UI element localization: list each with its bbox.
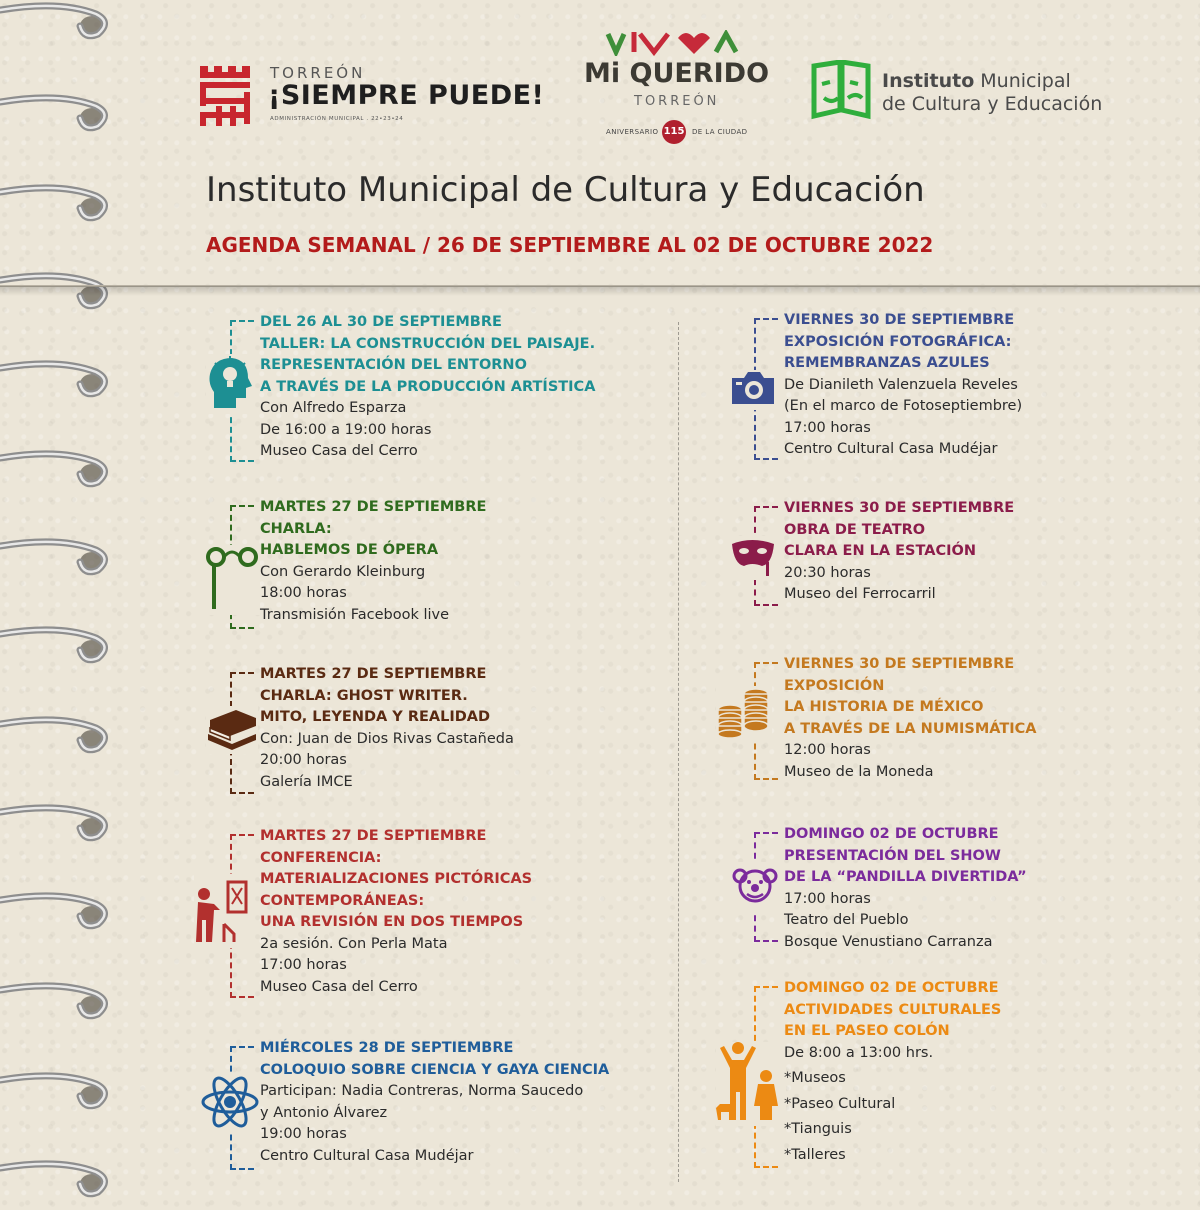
event-detail-line: Museo de la Moneda	[784, 763, 934, 780]
event-detail-line: 2a sesión. Con Perla Mata	[260, 935, 448, 952]
event-detail-line: 12:00 horas	[784, 742, 871, 758]
event-heading-line: VIERNES 30 DE SEPTIEMBRE	[784, 312, 1015, 328]
event-detail-line: Museo Casa del Cerro	[260, 443, 418, 459]
event-heading-line: CHARLA: GHOST WRITER.	[260, 687, 468, 704]
event-heading-line: OBRA DE TEATRO	[784, 521, 926, 538]
event-detail-line: *Talleres	[784, 1146, 846, 1163]
page-fold-shadow	[0, 286, 1200, 296]
event-text	[784, 824, 1027, 953]
event-text	[784, 498, 1014, 606]
camera-icon	[730, 370, 776, 410]
brand2-sub: TORREÓN	[634, 94, 720, 109]
opera-glasses-icon	[204, 545, 260, 615]
spiral-ring	[0, 706, 112, 766]
event-detail-line: Centro Cultural Casa Mudéjar	[784, 441, 998, 457]
event-detail-line: De 16:00 a 19:00 horas	[260, 421, 432, 438]
spiral-ring	[0, 794, 112, 854]
brand2-anniversary-badge: 115	[662, 120, 686, 144]
event-heading-line: EN EL PASEO COLÓN	[784, 1023, 950, 1039]
brand1-small-text: TORREÓN	[270, 64, 366, 82]
event-heading-line: A TRAVÉS DE LA NUMISMÁTICA	[784, 720, 1037, 737]
event-heading-line: DEL 26 AL 30 DE SEPTIEMBRE	[260, 314, 502, 330]
event-heading-line: ACTIVIDADES CULTURALES	[784, 1001, 1002, 1018]
spiral-ring	[0, 972, 112, 1032]
event-detail-line: Bosque Venustiano Carranza	[784, 933, 993, 950]
event-detail-line: Con Gerardo Kleinburg	[260, 563, 426, 580]
event-detail-line: (En el marco de Fotoseptiembre)	[784, 398, 1023, 414]
event-heading-line: EXPOSICIÓN	[784, 677, 885, 694]
brand2-title: Mi QUERIDO	[584, 58, 770, 89]
event-heading-line: REPRESENTACIÓN DEL ENTORNO	[260, 357, 527, 373]
coins-icon	[716, 686, 772, 742]
spiral-ring	[0, 616, 112, 676]
event-detail-line: Transmisión Facebook live	[260, 606, 450, 623]
spiral-ring	[0, 350, 112, 410]
event-heading-line: DE LA “PANDILLA DIVERTIDA”	[784, 869, 1027, 885]
spiral-ring	[0, 528, 112, 588]
event-heading-line: VIERNES 30 DE SEPTIEMBRE	[784, 656, 1015, 672]
painting-viewer-icon	[194, 874, 250, 948]
event-heading-line: MARTES 27 DE SEPTIEMBRE	[260, 666, 487, 682]
event-detail-line: De 8:00 a 13:00 hrs.	[784, 1044, 934, 1061]
page-subtitle: AGENDA SEMANAL / 26 DE SEPTIEMBRE AL 02 DE OCTUBRE 2022	[206, 233, 934, 257]
event-heading-line: EXPOSICIÓN FOTOGRÁFICA:	[784, 333, 1012, 350]
event-detail-line: 17:00 horas	[784, 890, 871, 907]
event-text	[260, 497, 486, 626]
family-icon	[716, 1042, 786, 1126]
atom-icon	[200, 1074, 260, 1134]
brand1-big-text: ¡SIEMPRE PUEDE!	[268, 80, 545, 111]
head-lightbulb-icon	[206, 354, 252, 414]
spiral-ring	[0, 440, 112, 500]
event-heading-line: UNA REVISIÓN EN DOS TIEMPOS	[260, 914, 524, 930]
spiral-ring	[0, 1062, 112, 1122]
viva-logo	[604, 30, 744, 56]
brand3-line1-rest: Municipal	[974, 70, 1071, 92]
event-detail-line: 17:00 horas	[784, 419, 871, 436]
event-heading-line: COLOQUIO SOBRE CIENCIA Y GAYA CIENCIA	[260, 1061, 610, 1078]
event-heading-line: MITO, LEYENDA Y REALIDAD	[260, 709, 491, 725]
event-heading-line: REMEMBRANZAS AZULES	[784, 355, 990, 371]
event-detail-line: Con Alfredo Esparza	[260, 400, 407, 416]
event-detail-line: *Paseo Cultural	[784, 1095, 896, 1112]
spiral-ring	[0, 0, 112, 52]
event-text	[260, 1038, 609, 1167]
clown-icon	[732, 862, 778, 912]
event-text	[260, 312, 595, 463]
viva-hearts-icon	[604, 30, 744, 56]
event-heading-line: HABLEMOS DE ÓPERA	[260, 542, 439, 558]
spiral-ring	[0, 84, 112, 144]
event-detail-line: *Tianguis	[784, 1121, 852, 1137]
event-text	[260, 664, 514, 793]
brand2-anniversary-right: DE LA CIUDAD	[692, 128, 748, 136]
event-detail-line: 18:00 horas	[260, 585, 347, 601]
event-heading-line: DOMINGO 02 DE OCTUBRE	[784, 826, 999, 842]
event-detail-line: Participan: Nadia Contreras, Norma Saucedo	[260, 1083, 584, 1099]
event-heading-line: MIÉRCOLES 28 DE SEPTIEMBRE	[260, 1040, 514, 1056]
event-heading-line: DOMINGO 02 DE OCTUBRE	[784, 980, 999, 996]
event-detail-line: 20:00 horas	[260, 752, 347, 768]
event-detail-line: Teatro del Pueblo	[784, 912, 909, 928]
event-text	[784, 654, 1037, 783]
event-detail-line: 19:00 horas	[260, 1126, 347, 1142]
event-heading-line: VIERNES 30 DE SEPTIEMBRE	[784, 500, 1015, 516]
theater-faces-icon	[810, 60, 872, 120]
column-divider	[678, 322, 679, 1182]
event-detail-line: Museo del Ferrocarril	[784, 586, 936, 602]
page-title: Instituto Municipal de Cultura y Educación	[206, 170, 925, 210]
event-text	[260, 826, 532, 998]
spiral-ring	[0, 174, 112, 234]
event-heading-line: MATERIALIZACIONES PICTÓRICAS	[260, 871, 533, 887]
event-detail-line: Galería IMCE	[260, 773, 353, 790]
imce-logo	[810, 60, 872, 124]
event-heading-line: PRESENTACIÓN DEL SHOW	[784, 847, 1001, 864]
event-heading-line: A TRAVÉS DE LA PRODUCCIÓN ARTÍSTICA	[260, 378, 596, 395]
event-detail-line: Con: Juan de Dios Rivas Castañeda	[260, 730, 514, 747]
event-detail-line: y Antonio Álvarez	[260, 1104, 388, 1121]
brand3-line1-bold: Instituto	[882, 70, 975, 92]
theater-mask-icon	[730, 536, 776, 580]
event-text	[784, 978, 1001, 1166]
spiral-ring	[0, 882, 112, 942]
event-detail-line: 20:30 horas	[784, 564, 871, 581]
event-detail-line: Centro Cultural Casa Mudéjar	[260, 1147, 474, 1164]
event-detail-line: *Museos	[784, 1070, 846, 1086]
event-heading-line: MARTES 27 DE SEPTIEMBRE	[260, 499, 487, 515]
event-heading-line: CONTEMPORÁNEAS:	[260, 892, 425, 909]
event-heading-line: CHARLA:	[260, 520, 332, 537]
brand3-line2: de Cultura y Educación	[882, 93, 1103, 115]
event-heading-line: CONFERENCIA:	[260, 849, 382, 866]
torreon-logo	[196, 66, 254, 130]
event-detail-line: De Dianileth Valenzuela Reveles	[784, 376, 1018, 393]
event-detail-line: 17:00 horas	[260, 957, 347, 973]
spiral-ring	[0, 1150, 112, 1210]
brand2-anniversary-left: ANIVERSARIO	[606, 128, 659, 136]
event-detail-line: Museo Casa del Cerro	[260, 978, 418, 995]
event-heading-line: TALLER: LA CONSTRUCCIÓN DEL PAISAJE.	[260, 335, 596, 352]
torreon-castle-icon	[196, 66, 254, 126]
event-heading-line: MARTES 27 DE SEPTIEMBRE	[260, 828, 487, 844]
imce-logo-text	[882, 70, 1102, 116]
brand1-sub-text: ADMINISTRACIÓN MUNICIPAL . 22•23•24	[270, 116, 404, 122]
books-icon	[206, 706, 258, 754]
event-heading-line: CLARA EN LA ESTACIÓN	[784, 543, 976, 559]
event-text	[784, 310, 1022, 461]
event-heading-line: LA HISTORIA DE MÉXICO	[784, 699, 984, 715]
